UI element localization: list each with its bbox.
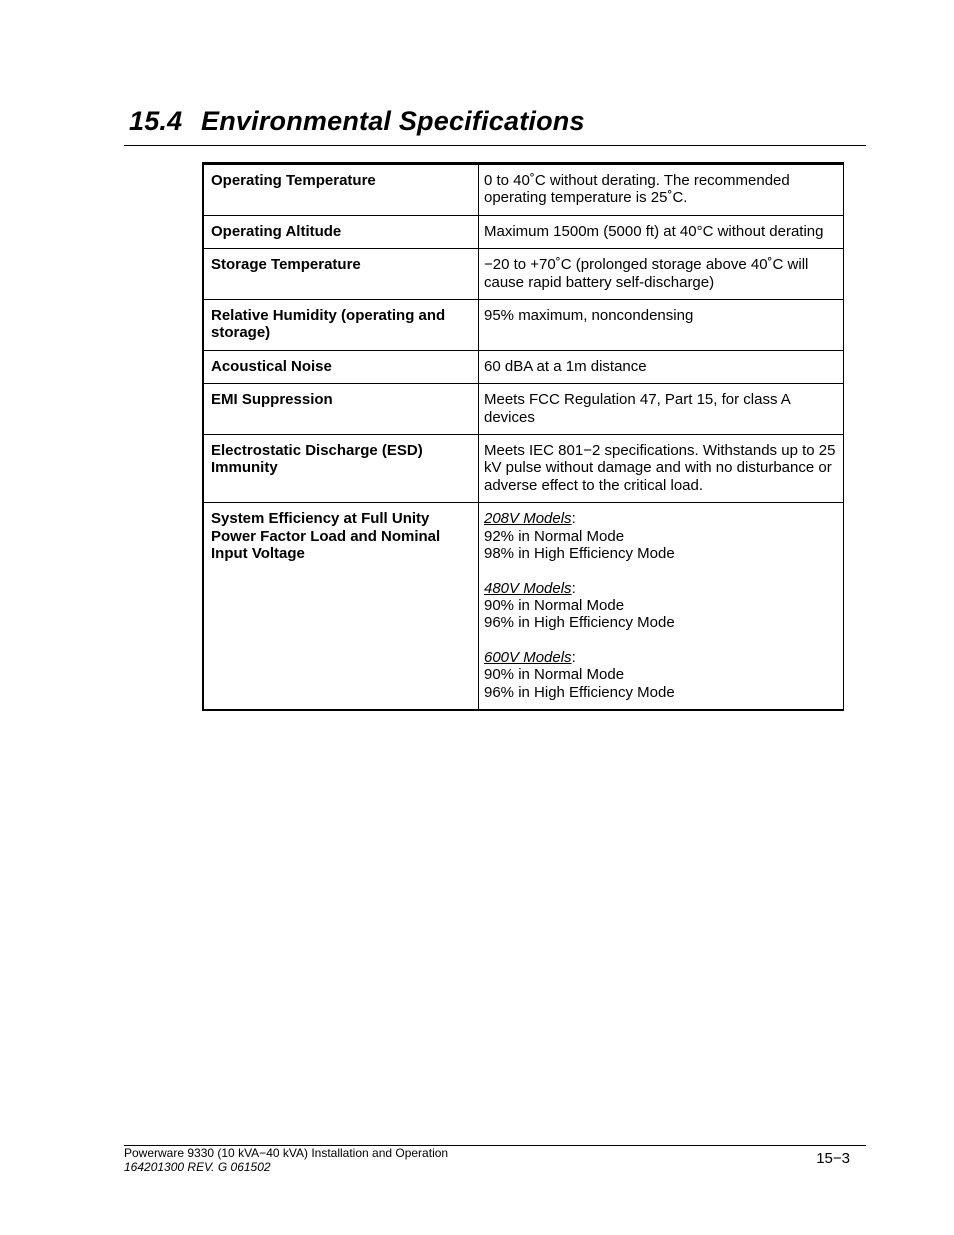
high-efficiency-mode: 96% in High Efficiency Mode: [484, 614, 675, 632]
spec-value: −20 to +70˚C (prolonged storage above 40˚C will cause rapid battery self-discharge): [479, 249, 844, 300]
model-group-label: 600V Models: [484, 648, 572, 666]
spec-name: Electrostatic Discharge (ESD) Immunity: [203, 435, 479, 503]
page-title: [129, 106, 585, 137]
table-row: [203, 384, 844, 435]
section-number: 15.4: [129, 106, 183, 136]
table-row: [203, 215, 844, 248]
efficiency-group: 600V Models: 90% in Normal Mode 96% in High Efficiency Mode: [484, 649, 836, 701]
high-efficiency-mode: 96% in High Efficiency Mode: [484, 683, 675, 701]
efficiency-group: 480V Models: 90% in Normal Mode 96% in High Efficiency Mode: [484, 580, 836, 632]
high-efficiency-mode: 98% in High Efficiency Mode: [484, 545, 675, 563]
table-row: [203, 249, 844, 300]
spec-value: [479, 503, 844, 710]
spec-name: Relative Humidity (operating and storage): [203, 300, 479, 351]
spec-name: Operating Temperature: [203, 164, 479, 216]
environmental-spec-table: [202, 162, 844, 711]
spec-name: System Efficiency at Full Unity Power Factor Load and Nominal Input Voltage: [203, 503, 479, 710]
spec-value: Meets IEC 801−2 specifications. Withstands up to 25 kV pulse without damage and with no disturbance or adverse effect to the critical load.: [479, 435, 844, 503]
footer: [124, 1146, 448, 1174]
page-number: 15−3: [816, 1150, 850, 1167]
spec-name: Storage Temperature: [203, 249, 479, 300]
spec-name: Operating Altitude: [203, 215, 479, 248]
title-divider: [124, 145, 866, 146]
normal-mode-efficiency: 90% in Normal Mode: [484, 666, 625, 684]
table-row: [203, 435, 844, 503]
section-title: Environmental Specifications: [201, 106, 585, 136]
table-row: [203, 350, 844, 383]
normal-mode-efficiency: 92% in Normal Mode: [484, 527, 625, 545]
spec-value: 95% maximum, noncondensing: [479, 300, 844, 351]
model-group-label: 208V Models: [484, 510, 572, 528]
spec-value: 0 to 40˚C without derating. The recommended operating temperature is 25˚C.: [479, 164, 844, 216]
spec-value: 60 dBA at a 1m distance: [479, 350, 844, 383]
table-row: [203, 300, 844, 351]
model-group-label: 480V Models: [484, 579, 572, 597]
table-row: [203, 503, 844, 710]
spec-name: EMI Suppression: [203, 384, 479, 435]
footer-product: Powerware 9330 (10 kVA−40 kVA) Installation and Operation: [124, 1146, 449, 1160]
spec-value: Meets FCC Regulation 47, Part 15, for class A devices: [479, 384, 844, 435]
normal-mode-efficiency: 90% in Normal Mode: [484, 596, 625, 614]
spec-name: Acoustical Noise: [203, 350, 479, 383]
table-row: [203, 164, 844, 216]
efficiency-group: 208V Models: 92% in Normal Mode 98% in High Efficiency Mode: [484, 510, 836, 562]
footer-doc-number: 164201300 REV. G 061502: [124, 1160, 271, 1174]
spec-value: Maximum 1500m (5000 ft) at 40°C without derating: [479, 215, 844, 248]
